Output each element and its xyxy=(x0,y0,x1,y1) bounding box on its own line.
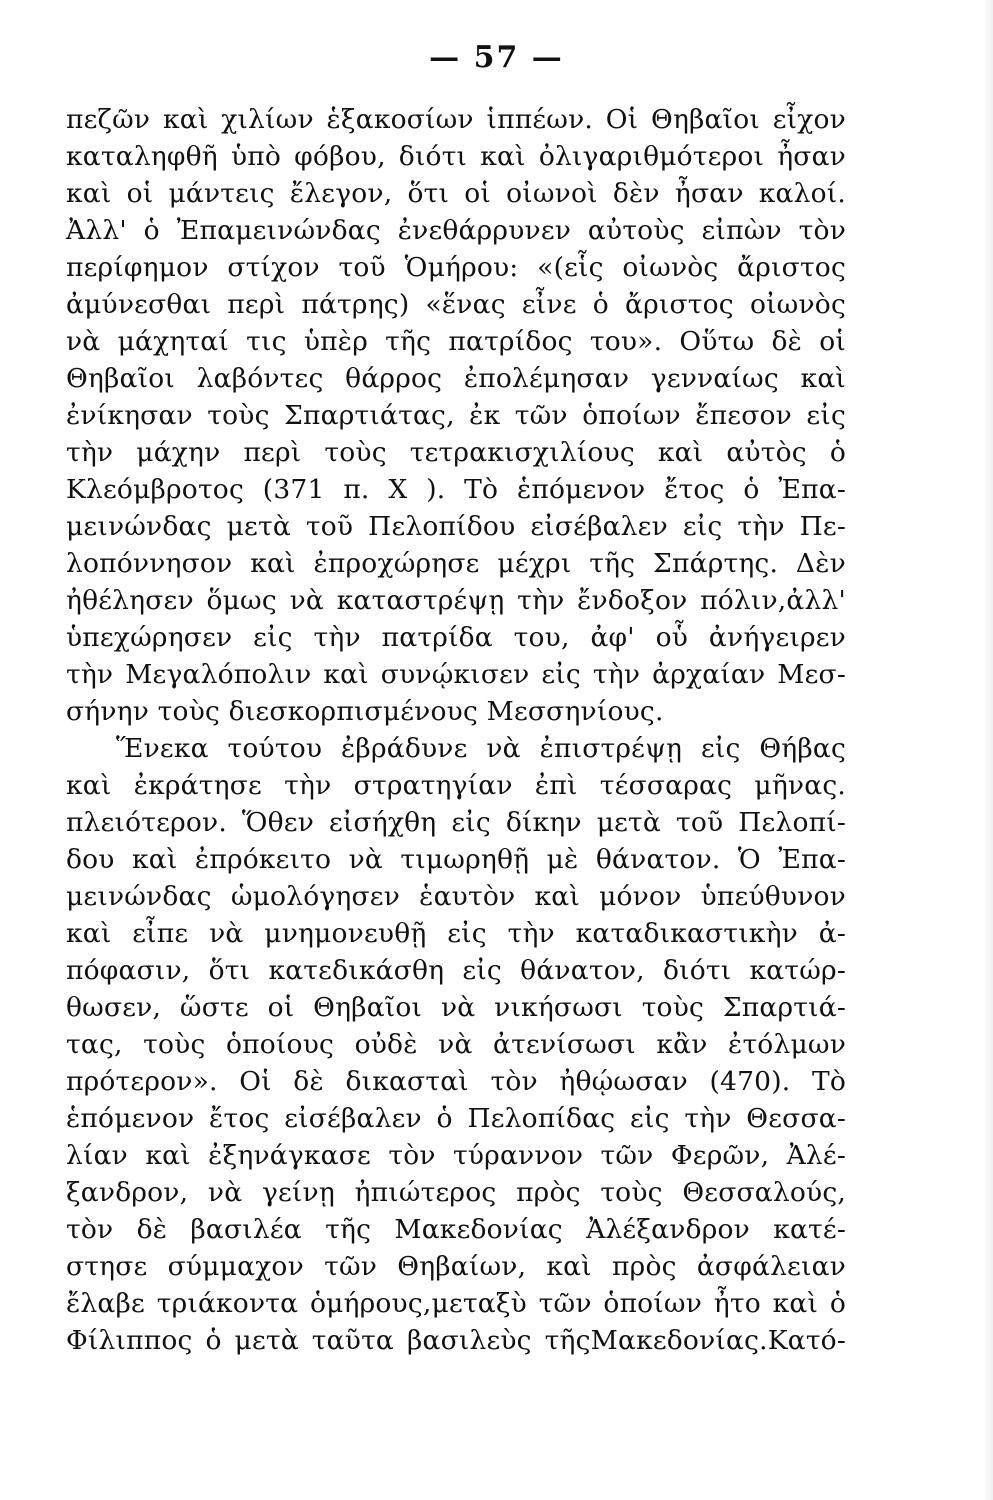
text-line: περίφημον στίχον τοῦ Ὁμήρου: «(εἷς οἰωνὸς ἄριστος xyxy=(66,252,846,283)
text-line: λοπόννησον καὶ ἐπροχώρησε μέχρι τῆς Σπάρτης. Δὲν xyxy=(66,548,846,579)
text-line: Θηβαῖοι λαβόντες θάρρος ἐπολέμησαν γενναίως καὶ xyxy=(66,363,846,394)
text-line: ἔλαβε τριάκοντα ὁμήρους,μεταξὺ τῶν ὁποίων ἦτο καὶ ὁ xyxy=(66,1288,846,1319)
text-line: μεινώνδας ὡμολόγησεν ἑαυτὸν καὶ μόνον ὑπεύθυνον xyxy=(66,881,846,912)
text-line: ὑπεχώρησεν εἰς τὴν πατρίδα του, ἀφ' οὗ ἀνήγειρεν xyxy=(66,622,846,653)
text-line: μεινώνδας μετὰ τοῦ Πελοπίδου εἰσέβαλεν εἰς τὴν Πε- xyxy=(66,511,846,542)
text-line: νὰ μάχηταί τις ὑπὲρ τῆς πατρίδος του». Οὕτω δὲ οἱ xyxy=(66,326,846,357)
text-line: πλειότερον. Ὅθεν εἰσήχθη εἰς δίκην μετὰ τοῦ Πελοπί- xyxy=(66,807,846,838)
text-line: ξανδρον, νὰ γείνῃ ἠπιώτερος πρὸς τοὺς Θεσσαλούς, xyxy=(66,1177,846,1208)
text-line: τὴν Μεγαλόπολιν καὶ συνῴκισεν εἰς τὴν ἀρχαίαν Μεσ- xyxy=(66,659,846,690)
text-line: Φίλιππος ὁ μετὰ ταῦτα βασιλεὺς τῆςΜακεδονίας.Κατό- xyxy=(66,1325,846,1356)
text-line: καταληφθῆ ὑπὸ φόβου, διότι καὶ ὀλιγαριθμότεροι ἦσαν xyxy=(66,141,846,172)
text-line: θωσεν, ὥστε οἱ Θηβαῖοι νὰ νικήσωσι τοὺς Σπαρτιά- xyxy=(66,992,846,1023)
text-line: ἐνίκησαν τοὺς Σπαρτιάτας, ἐκ τῶν ὁποίων ἔπεσον εἰς xyxy=(66,400,846,431)
text-line: στησε σύμμαχον τῶν Θηβαίων, καὶ πρὸς ἀσφάλειαν xyxy=(66,1251,846,1282)
text-line: Ἀλλ' ὁ Ἐπαμεινώνδας ἐνεθάρρυνεν αὐτοὺς εἰπὼν τὸν xyxy=(66,215,846,246)
text-line: πρότερον». Οἱ δὲ δικασταὶ τὸν ἠθῴωσαν (470). Τὸ xyxy=(66,1066,846,1097)
text-line: Κλεόμβροτος (371 π. Χ ). Τὸ ἑπόμενον ἔτος ὁ Ἐπα- xyxy=(66,474,846,505)
text-line: ἑπόμενον ἔτος εἰσέβαλεν ὁ Πελοπίδας εἰς τὴν Θεσσα- xyxy=(66,1103,846,1134)
text-line: καὶ ἐκράτησε τὴν στρατηγίαν ἐπὶ τέσσαρας μῆνας. xyxy=(66,770,846,801)
text-line: καὶ οἱ μάντεις ἔλεγον, ὅτι οἱ οἰωνοὶ δὲν ἦσαν καλοί. xyxy=(66,178,846,209)
body-text xyxy=(66,101,846,1359)
text-line: σήνην τοὺς διεσκορπισμένους Μεσσηνίους. xyxy=(66,696,664,727)
text-line: πόφασιν, ὅτι κατεδικάσθη εἰς θάνατον, διότι κατώρ- xyxy=(66,955,846,986)
text-line: λίαν καὶ ἐξηνάγκασε τὸν τύραννον τῶν Φερῶν, Ἀλέ- xyxy=(66,1140,846,1171)
text-line: τὸν δὲ βασιλέα τῆς Μακεδονίας Ἀλέξανδρον κατέ- xyxy=(66,1214,846,1245)
text-line: ἠθέλησεν ὅμως νὰ καταστρέψῃ τὴν ἔνδοξον πόλιν,ἀλλ' xyxy=(66,585,846,616)
page-number: — 57 — xyxy=(429,40,564,75)
text-line: καὶ εἶπε νὰ μνημονευθῇ εἰς τὴν καταδικαστικὴν ἀ- xyxy=(66,918,846,949)
text-line: ἀμύνεσθαι περὶ πάτρης) «ἕνας εἶνε ὁ ἄριστος οἰωνὸς xyxy=(66,289,846,320)
text-line: πεζῶν καὶ χιλίων ἑξακοσίων ἱππέων. Οἱ Θηβαῖοι εἶχον xyxy=(66,104,846,135)
text-line: δου καὶ ἐπρόκειτο νὰ τιμωρηθῇ μὲ θάνατον. Ὁ Ἐπα- xyxy=(66,844,846,875)
text-line: τας, τοὺς ὁποίους οὐδὲ νὰ ἀτενίσωσι κἂν ἐτόλμων xyxy=(66,1029,846,1060)
text-line: Ἕνεκα τούτου ἐβράδυνε νὰ ἐπιστρέψῃ εἰς Θήβας xyxy=(116,733,846,764)
text-line: τὴν μάχην περὶ τοὺς τετρακισχιλίους καὶ αὐτὸς ὁ xyxy=(66,437,846,468)
